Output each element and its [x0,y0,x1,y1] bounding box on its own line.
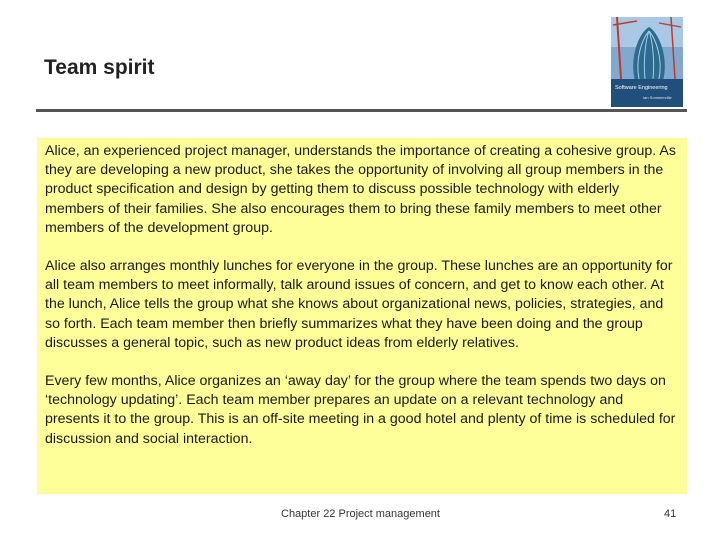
content-box [37,138,687,494]
footer-chapter: Chapter 22 Project management [281,508,440,520]
cover-author: Ian Sommerville [643,95,672,100]
paragraph-1: Alice, an experienced project manager, understands the importance of creating a cohesive group. As they are developing a new product, she takes the opportunity of involving all group members in the product specification and design by getting them to discuss possible technology with elderly members of their families. She also encourages them to bring these family members to meet other members of the development group. [45,143,676,236]
book-cover-image [611,17,683,107]
slide-title: Team spirit [44,56,155,79]
title-divider [36,109,687,112]
paragraph-2: Alice also arranges monthly lunches for everyone in the group. These lunches are an opportunity for all team members to meet informally, talk around issues of concern, and get to know each other. At the lunch, Alice tells the group what she knows about organizational news, policies, strategies, and so forth. Each team member then briefly summarizes what they have been doing and the group discusses a general topic, such as new product ideas from elderly relatives. [45,258,673,351]
cover-title: Software Engineering [615,85,668,91]
building-illustration [611,17,683,107]
page-number: 41 [664,508,677,520]
paragraph-3: Every few months, Alice organizes an ‘away day’ for the group where the team spends two days on ‘technology updating’. Each team member prepares an update on a relevant technology and presents it to the group. This is an off-site meeting in a good hotel and plenty of time is scheduled for discussion and social interaction. [45,373,676,447]
